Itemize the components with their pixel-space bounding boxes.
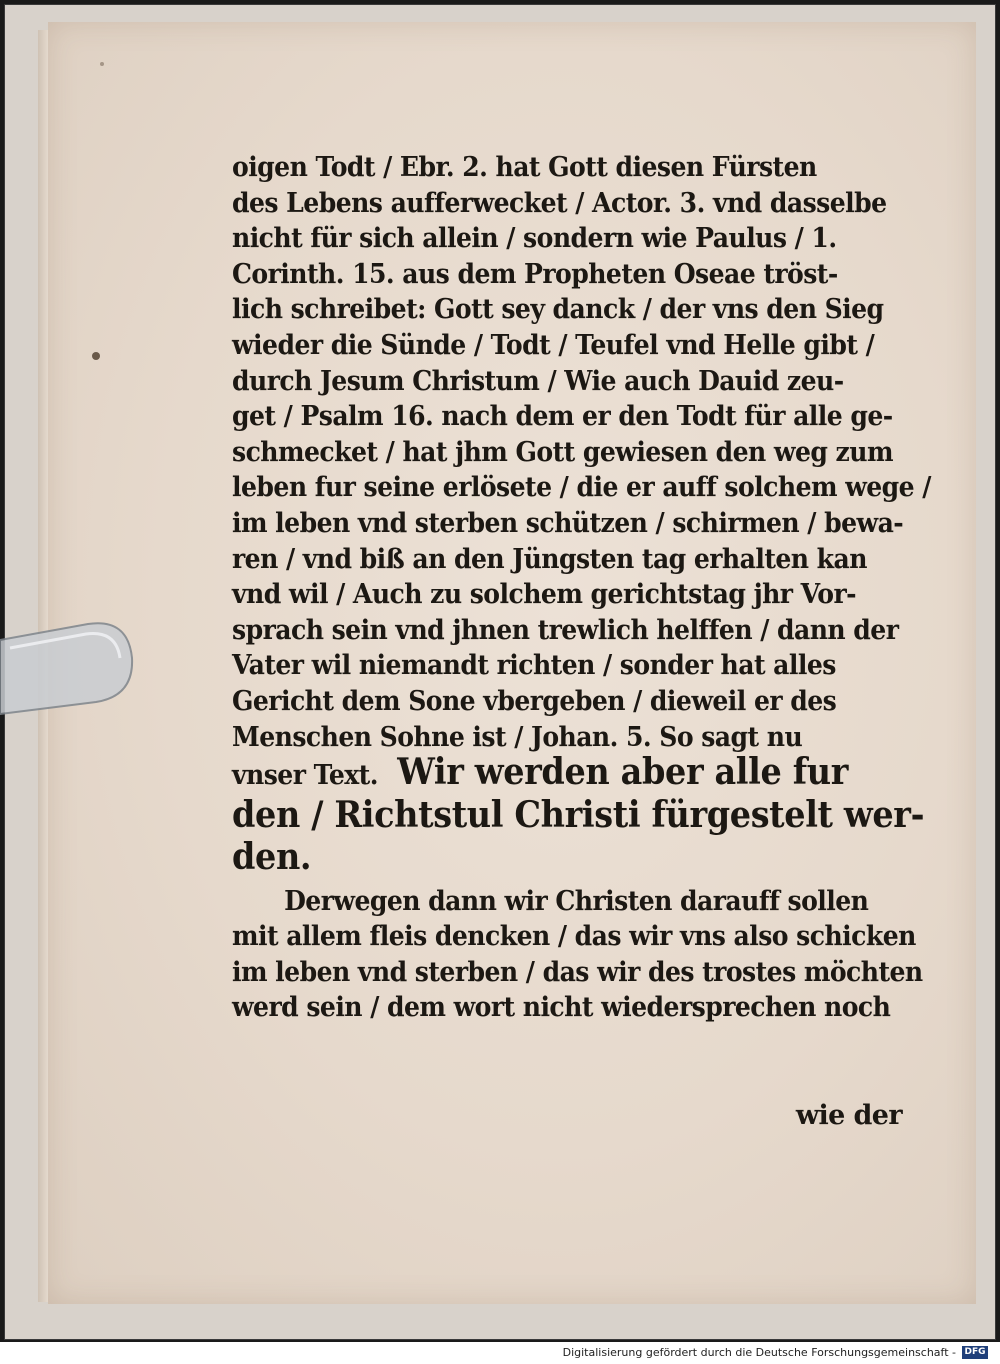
text-line: Vater wil niemandt richten / sonder hat alles xyxy=(232,650,836,682)
text-plain-span: vnser Text. xyxy=(232,760,378,792)
text-line: Corinth. 15. aus dem Propheten Oseae tröst- xyxy=(232,258,838,290)
text-line: im leben vnd sterben / das wir des trostes möchten xyxy=(232,956,923,988)
text-line: Gericht dem Sone vbergeben / dieweil er des xyxy=(232,685,837,717)
page-clip xyxy=(0,618,134,718)
text-line: sprach sein vnd jhnen trewlich helffen / dann der xyxy=(232,614,899,646)
text-line: wieder die Sünde / Todt / Teufel vnd Helle gibt / xyxy=(232,329,875,361)
text-line: im leben vnd sterben schützen / schirmen / bewa- xyxy=(232,507,904,539)
ink-spot xyxy=(92,352,100,360)
text-line: durch Jesum Christum / Wie auch Dauid zeu- xyxy=(232,365,844,397)
text-line: schmecket / hat jhm Gott gewiesen den weg zum xyxy=(232,436,893,468)
text-emphasis-span: Wir werden aber alle fur xyxy=(397,751,848,794)
text-line-mixed xyxy=(232,751,855,794)
text-line: ren / vnd biß an den Jüngsten tag erhalten kan xyxy=(232,543,867,575)
footer-text: Digitalisierung gefördert durch die Deutsche Forschungsgemeinschaft - xyxy=(562,1346,956,1359)
text-line: nicht für sich allein / sondern wie Paulus / 1. xyxy=(232,223,837,255)
paper-speck xyxy=(100,62,104,66)
text-line-emphasis: den. xyxy=(232,835,312,878)
text-line-emphasis: den / Richtstul Christi fürgestelt wer- xyxy=(232,793,925,836)
page-text xyxy=(232,150,931,1131)
text-line: mit allem fleis dencken / das wir vns also schicken xyxy=(232,921,916,953)
text-line: leben fur seine erlösete / die er auff solchem wege / xyxy=(232,472,931,504)
text-line: Menschen Sohne ist / Johan. 5. So sagt nu xyxy=(232,721,803,753)
text-line: des Lebens aufferwecket / Actor. 3. vnd dasselbe xyxy=(232,187,887,219)
text-line: oigen Todt / Ebr. 2. hat Gott diesen Fürsten xyxy=(232,152,817,183)
catchword: wie der xyxy=(795,1100,902,1131)
text-line: vnd wil / Auch zu solchem gerichtstag jhr Vor- xyxy=(232,579,857,611)
paragraph-first-line: Derwegen dann wir Christen darauff sollen xyxy=(284,885,869,917)
text-line: get / Psalm 16. nach dem er den Todt für alle ge- xyxy=(232,401,893,433)
dfg-logo: DFG xyxy=(962,1346,988,1359)
footer xyxy=(0,1342,1000,1364)
text-line: lich schreibet: Gott sey danck / der vns den Sieg xyxy=(232,294,884,326)
text-line: werd sein / dem wort nicht wiedersprechen noch xyxy=(232,992,891,1024)
